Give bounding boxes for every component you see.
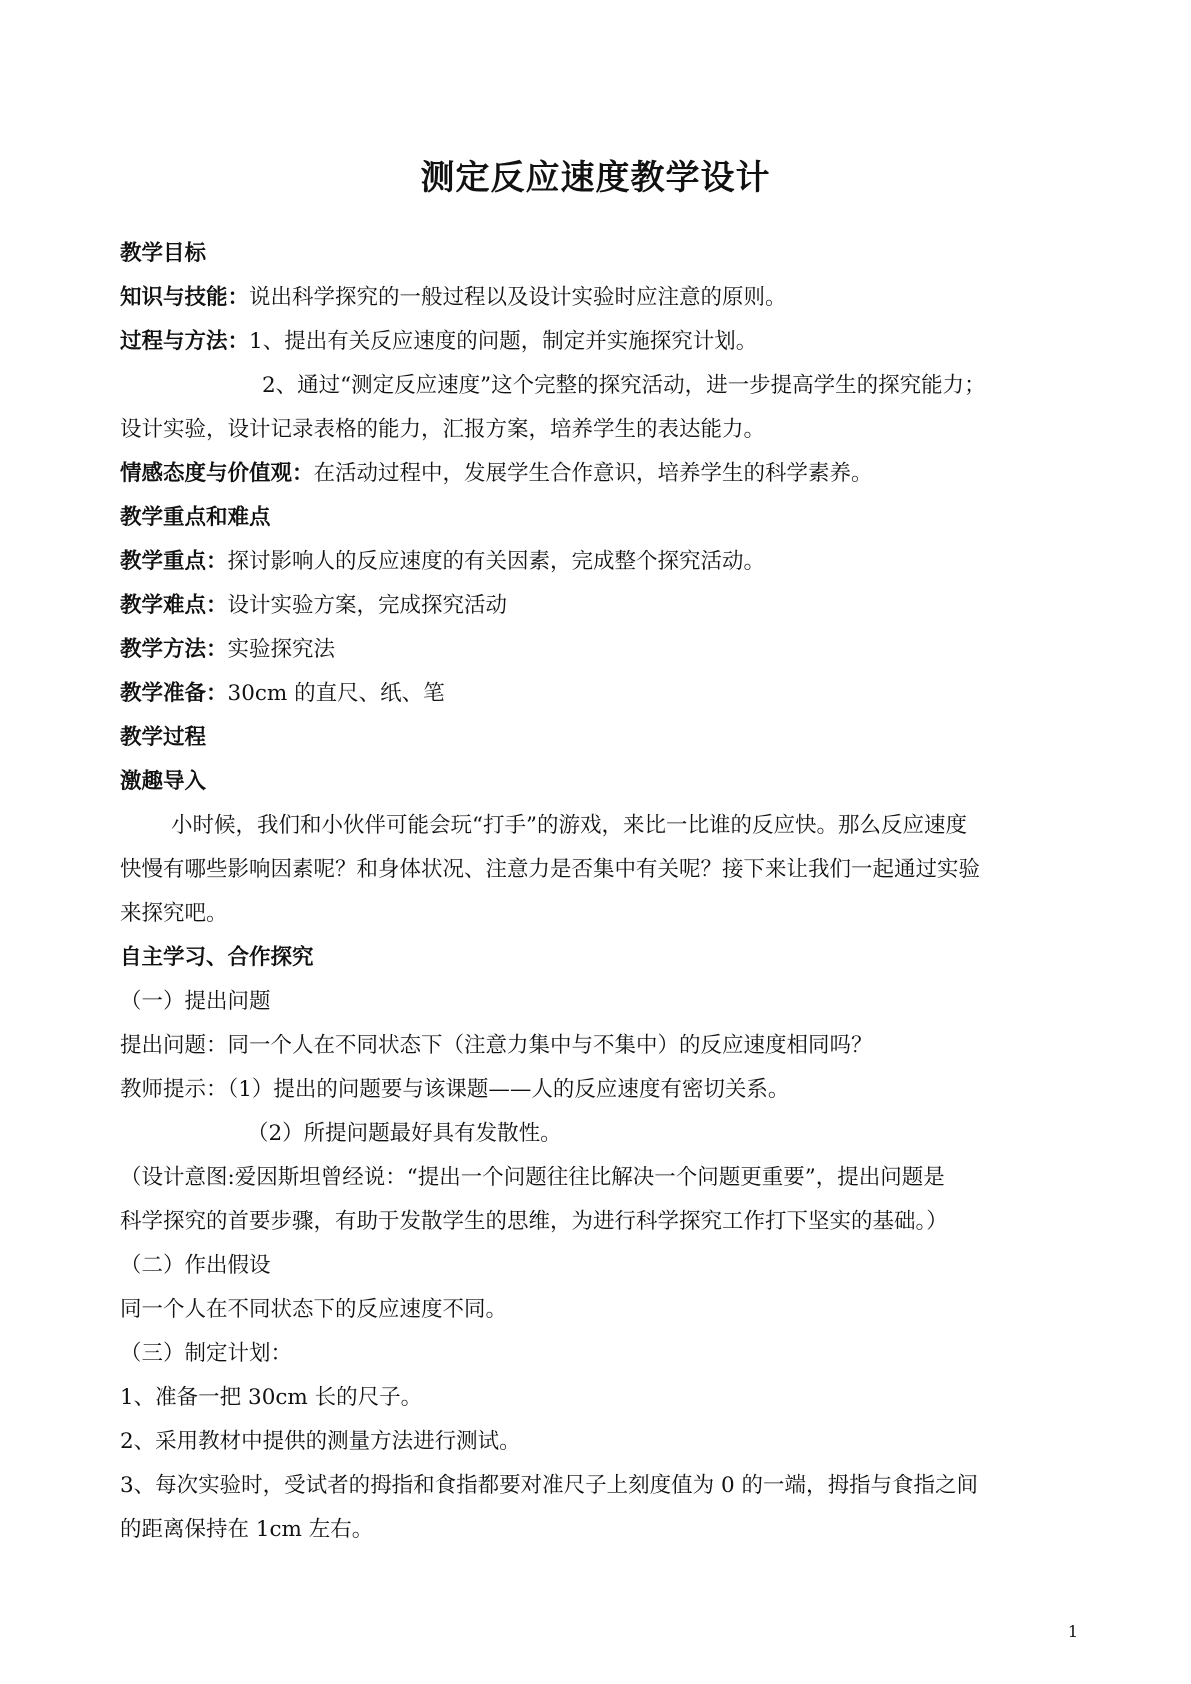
difficulty-line: [120, 584, 1080, 628]
heading-intro: 激趣导入: [120, 769, 207, 794]
plan-item-2: 2、采用教材中提供的测量方法进行测试。: [120, 1429, 521, 1454]
key-text: 探讨影响人的反应速度的有关因素，完成整个探究活动。: [227, 549, 766, 574]
intro-line-1: 小时候，我们和小伙伴可能会玩“打手”的游戏，来比一比谁的反应快。那么反应速度: [171, 813, 967, 838]
process-label: 过程与方法：: [120, 329, 250, 354]
prep-line: [120, 672, 1080, 716]
page-number: 1: [1067, 1622, 1078, 1641]
knowledge-text: 说出科学探究的一般过程以及设计实验时应注意的原则。: [249, 285, 787, 310]
emotion-label: 情感态度与价值观：: [120, 461, 314, 486]
heading-teaching-process: 教学过程: [120, 725, 207, 750]
method-text: 实验探究法: [227, 637, 336, 662]
plan-item-3a: 3、每次实验时，受试者的拇指和食指都要对准尺子上刻度值为 0 的一端，拇指与食指之间: [120, 1473, 979, 1498]
question-line: 提出问题：同一个人在不同状态下（注意力集中与不集中）的反应速度相同吗？: [120, 1033, 873, 1058]
heading-self-study: 自主学习、合作探究: [120, 945, 314, 970]
heading-teaching-goals: 教学目标: [120, 241, 207, 266]
emotion-line: [120, 452, 1080, 496]
process-line-2: 2、通过“测定反应速度”这个完整的探究活动，进一步提高学生的探究能力；: [262, 373, 986, 398]
process-text-1: 1、提出有关反应速度的问题，制定并实施探究计划。: [249, 329, 758, 354]
section-1-title: （一）提出问题: [120, 989, 271, 1014]
plan-item-3b: 的距离保持在 1cm 左右。: [120, 1517, 374, 1542]
intro-line-2: 快慢有哪些影响因素呢？和身体状况、注意力是否集中有关呢？接下来让我们一起通过实验: [120, 857, 981, 882]
emotion-text: 在活动过程中，发展学生合作意识，培养学生的科学素养。: [313, 461, 873, 486]
knowledge-line: [120, 276, 1080, 320]
heading-key-points: 教学重点和难点: [120, 505, 271, 530]
plan-item-1: 1、准备一把 30cm 长的尺子。: [120, 1385, 423, 1410]
design-line-1: （设计意图:爱因斯坦曾经说：“提出一个问题往往比解决一个问题更重要”，提出问题是: [120, 1165, 945, 1190]
method-line: [120, 628, 1080, 672]
tip-line-2: （2）所提问题最好具有发散性。: [247, 1121, 562, 1146]
prep-label: 教学准备：: [120, 681, 228, 706]
prep-text: 30cm 的直尺、纸、笔: [227, 681, 445, 706]
key-line: [120, 540, 1080, 584]
knowledge-label: 知识与技能：: [120, 285, 250, 310]
section-2-title: （二）作出假设: [120, 1253, 271, 1278]
document-title: 测定反应速度教学设计: [420, 158, 771, 198]
document-body: [120, 232, 1080, 1552]
design-line-2: 科学探究的首要步骤，有助于发散学生的思维，为进行科学探究工作打下坚实的基础。）: [120, 1209, 948, 1234]
hypothesis-line: 同一个人在不同状态下的反应速度不同。: [120, 1297, 508, 1322]
key-label: 教学重点：: [120, 549, 228, 574]
process-line-2-cont: 设计实验，设计记录表格的能力，汇报方案，培养学生的表达能力。: [120, 417, 766, 442]
difficulty-text: 设计实验方案，完成探究活动: [227, 593, 508, 618]
intro-line-3: 来探究吧。: [120, 901, 228, 926]
process-line-1: [120, 320, 1080, 364]
tip-line-1: 教师提示：（1）提出的问题要与该课题——人的反应速度有密切关系。: [120, 1077, 790, 1102]
section-3-title: （三）制定计划：: [120, 1341, 293, 1366]
difficulty-label: 教学难点：: [120, 593, 228, 618]
method-label: 教学方法：: [120, 637, 228, 662]
